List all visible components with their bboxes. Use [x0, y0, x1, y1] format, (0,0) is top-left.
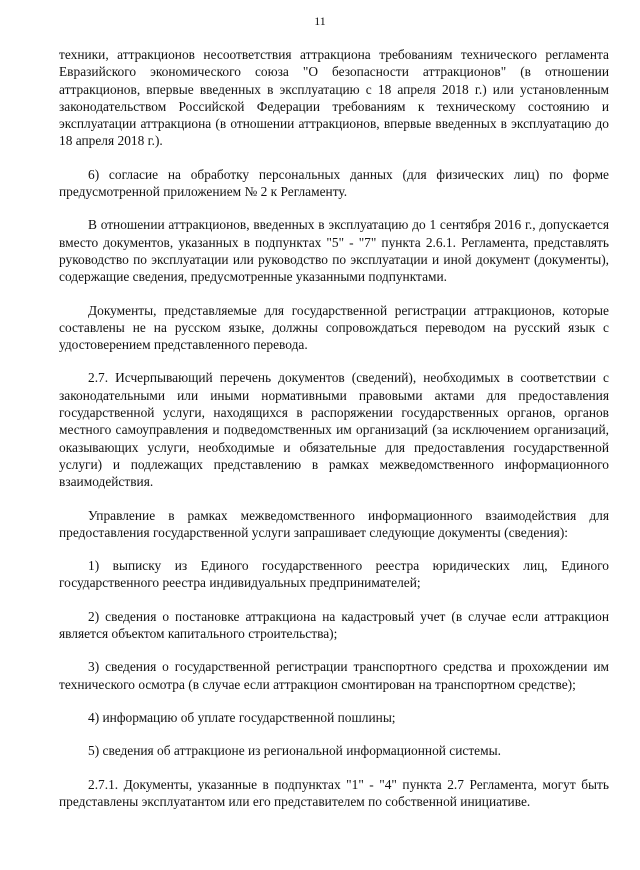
list-item-3: 3) сведения о государственной регистрации транспортного средства и прохождении им технического осмотра (в случае если аттракцион смонтирован на транспортном средстве);	[59, 659, 609, 692]
paragraph-consent-item: 6) согласие на обработку персональных данных (для физических лиц) по форме предусмотренной приложением № 2 к Регламенту.	[59, 166, 609, 200]
list-item-4: 4) информацию об уплате государственной пошлины;	[88, 709, 396, 725]
paragraph-section-2-7-1: 2.7.1. Документы, указанные в подпунктах "1" - "4" пункта 2.7 Регламента, могут быть представлены эксплуатантом или его представителем по собственной инициативе.	[59, 776, 609, 809]
document-body	[59, 46, 609, 826]
list-item-1: 1) выписку из Единого государственного реестра юридических лиц, Единого государственного реестра индивидуальных предпринимателей;	[59, 558, 609, 591]
page-number: 11	[314, 14, 326, 28]
paragraph-section-2-7: 2.7. Исчерпывающий перечень документов (сведений), необходимых в соответствии с законодательными или иными нормативными правовыми актами для предоставления государственной услуги, находящихся в распоряжении государственных органов, органов местного самоуправления и подведомственных им организаций (за исключением организаций, оказывающих услуги, необходимые и обязательные для предоставления государственной услуги) и подлежащих представлению в рамках межведомственного информационного взаимодействия.	[59, 370, 609, 490]
paragraph-old-attractions: В отношении аттракционов, введенных в эксплуатацию до 1 сентября 2016 г., допускается вместо документов, указанных в подпунктах "5" - "7" пункта 2.6.1. Регламента, представлять руководство по эксплуатации или руководство по эксплуатации и иной документ (документы), содержащие сведения, предусмотренные указанными подпунктами.	[59, 217, 609, 285]
list-item-5: 5) сведения об аттракционе из региональной информационной системы.	[88, 743, 501, 759]
paragraph-interagency-request: Управление в рамках межведомственного информационного взаимодействия для предоставления государственной услуги запрашивает следующие документы (сведения):	[59, 507, 609, 540]
paragraph-continuation: техники, аттракционов несоответствия аттракциона требованиям технического регламента Евразийского экономического союза "О безопасности аттракционов" (в отношении аттракционов, впервые введенных в эксплуатацию с 18 апреля 2018 г.) или установленным законодательством Российской Федерации требованиям к техническому состоянию и эксплуатации аттракциона (в отношении аттракционов, впервые введенных в эксплуатацию до 18 апреля 2018 г.).	[59, 47, 609, 149]
list-item-2: 2) сведения о постановке аттракциона на кадастровый учет (в случае если аттракцион является объектом капитального строительства);	[59, 608, 609, 642]
paragraph-translation: Документы, представляемые для государственной регистрации аттракционов, которые составлены не на русском языке, должны сопровождаться переводом на русский язык с удостоверением представленного перевода.	[59, 302, 609, 353]
